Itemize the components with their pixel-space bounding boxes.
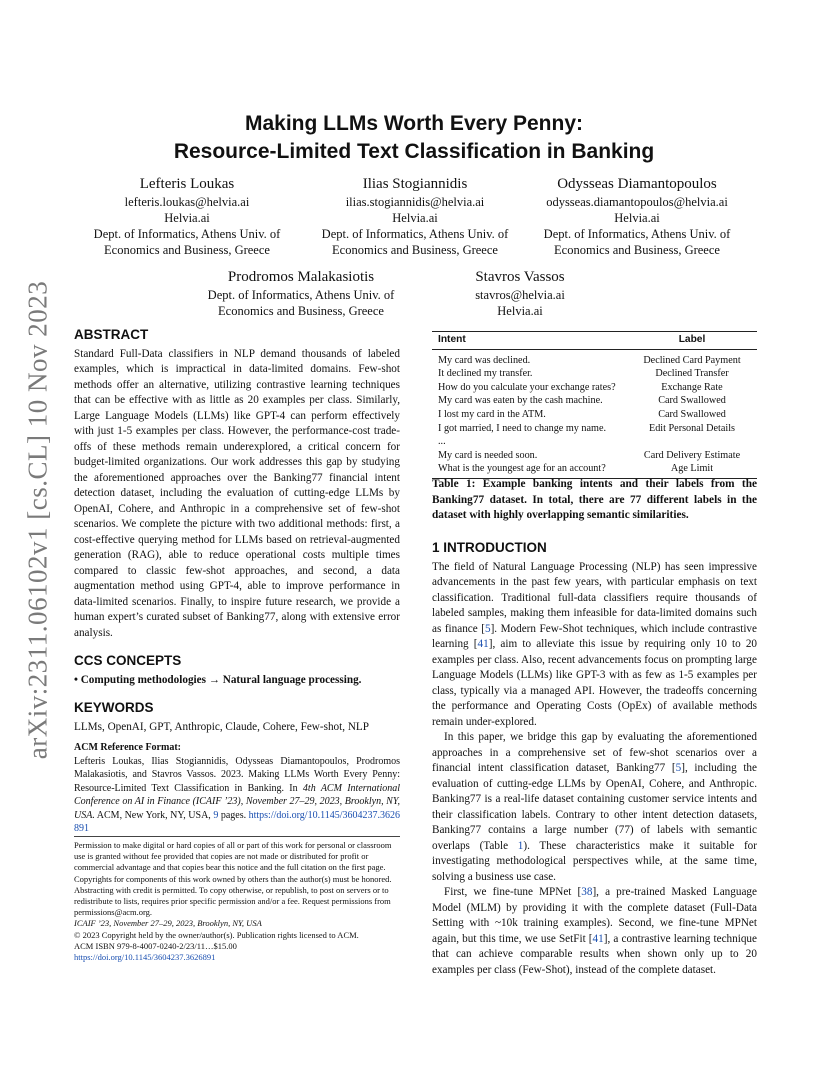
citation-link[interactable]: 5 [484, 622, 491, 635]
author-affiliation: Helvia.ai [164, 211, 210, 225]
header-intent: Intent [438, 334, 466, 345]
acm-reference-text: Lefteris Loukas, Ilias Stogiannidis, Odysseas Diamantopoulos, Prodromos Malakasiotis, and Stavros Vassos. 2023. Making LLMs Worth Every Penny: Resource-Limited Text Classification in Banking. In [74, 755, 400, 794]
intent-cell: I got married, I need to change my name. [438, 422, 607, 434]
label-cell: Card Delivery Estimate [643, 449, 741, 461]
left-column [74, 327, 400, 836]
header-label: Label [678, 334, 706, 345]
copyright-line: © 2023 Copyright held by the owner/author(s). Publication rights licensed to ACM. [74, 929, 359, 940]
author-name: Odysseas Diamantopoulos [557, 176, 717, 192]
author-email: lefteris.loukas@helvia.ai [124, 195, 250, 209]
acm-reference [74, 741, 400, 836]
doi-link[interactable]: https://doi.org/10.1145/3604237.3626891 [74, 809, 400, 834]
table-caption: Table 1: Example banking intents and their labels from the Banking77 dataset. In total, there are 77 different labels in the dataset with highly overlapping semantic similarities. [432, 478, 757, 521]
intent-cell: ... [438, 436, 446, 448]
conference-line: ICAIF ’23, November 27–29, 2023, Brooklyn, NY, USA [74, 918, 262, 929]
acm-reference-heading: ACM Reference Format: [74, 742, 181, 753]
paper-title [0, 110, 828, 166]
table-row [432, 422, 757, 436]
intent-cell: My card was declined. [438, 354, 531, 366]
author-block [512, 174, 762, 258]
intro-paragraph: First, we fine-tune MPNet [38], a pre-trained Masked Language Model (MLM) by providing it with the complete dataset (Full-Data Setting with ~10k training examples). Second, we fine-tune MPNet again, but this time, we use SetFit [41], a contrastive learning technique that can achieve comparable results when shown only up to 20 examples per class (Few-Shot), instead of the complete dataset. [432, 886, 757, 976]
table-header [432, 331, 757, 350]
author-affiliation: Economics and Business, Greece [554, 243, 720, 257]
citation-link[interactable]: 38 [581, 886, 593, 898]
author-affiliation: Economics and Business, Greece [104, 243, 270, 257]
intent-table [432, 331, 757, 479]
label-cell: Card Swallowed [658, 408, 726, 420]
author-affiliation: Dept. of Informatics, Athens Univ. of [321, 227, 509, 241]
intent-cell: My card was eaten by the cash machine. [438, 395, 603, 407]
acm-reference-text: ACM, New York, NY, USA, [94, 809, 214, 821]
keywords-text: LLMs, OpenAI, GPT, Anthropic, Claude, Cohere, Few-shot, NLP [74, 720, 369, 733]
table-row [432, 354, 757, 368]
table-row [432, 408, 757, 422]
table-row [432, 367, 757, 381]
author-block [62, 174, 312, 258]
ccs-text: • Computing methodologies → Natural language processing. [74, 673, 362, 686]
author-name: Prodromos Malakasiotis [227, 269, 375, 285]
copyright-footnote [74, 836, 400, 963]
isbn-line: ACM ISBN 979-8-4007-0240-2/23/11…$15.00 [74, 940, 237, 951]
author-block [420, 267, 620, 319]
label-cell: Edit Personal Details [648, 422, 735, 434]
introduction-heading: 1 INTRODUCTION [432, 540, 547, 555]
label-cell: Exchange Rate [661, 381, 723, 393]
author-affiliation: Dept. of Informatics, Athens Univ. of [93, 227, 281, 241]
label-cell: Age Limit [670, 463, 714, 475]
author-affiliation: Helvia.ai [497, 304, 543, 318]
intent-cell: My card is needed soon. [438, 449, 538, 461]
abstract-text: Standard Full-Data classifiers in NLP demand thousands of labeled examples, which is impractical in data-limited domains. Few-shot methods offer an alternative, utilizing contrastive learning techniques that can be effective with as little as 20 examples per class. Similarly, Large Language Models (LLMs) like GPT-4 can perform effectively with just 1-5 examples per class. However, the performance-cost trade-offs of these methods remain underexplored, a critical concern for budget-limited organizations. Our work addresses this gap by studying the aforementioned approaches over the Banking77 financial intent detection dataset, including the evaluation of cutting-edge LLMs by OpenAI, Cohere, and Anthropic in a comprehensive set of few-shot scenarios. We complete the picture with two additional methods: first, a cost-effective querying method for LLMs based on retrieval-augmented generation (RAG), able to reduce operational costs multiple times compared to classic few-shot approaches, and second, a data augmentation method using GPT-4, able to improve performance in data-limited scenarios. Finally, to inspire future research, we provide a human expert’s curated subset of Banking77, along with extensive error analysis. [74, 347, 400, 639]
intent-cell: I lost my card in the ATM. [438, 408, 546, 420]
abstract-heading: ABSTRACT [74, 327, 149, 342]
label-cell: Card Swallowed [658, 395, 726, 407]
author-email: odysseas.diamantopoulos@helvia.ai [546, 195, 728, 209]
table-row [432, 381, 757, 395]
intent-cell: It declined my transfer. [438, 368, 533, 380]
permission-text: Permission to make digital or hard copies of all or part of this work for personal or classroom use is granted without fee provided that copies are not made or distributed for profit or commercial advantage and that copies bear this notice and the full citation on the first page. Copyrights for components of this work owned by others than the author(s) must be honored. Abstracting with credit is permitted. To copy otherwise, or republish, to post on servers or to redistribute to lists, requires prior specific permission and/or a fee. Request permissions from permissions@acm.org. [74, 840, 392, 918]
acm-reference-text: pages. [218, 809, 249, 821]
intent-cell: What is the youngest age for an account? [438, 463, 606, 475]
arxiv-identifier: arXiv:2311.06102v1 [cs.CL] 10 Nov 2023 [22, 280, 53, 760]
table-row [432, 449, 757, 463]
label-cell: Declined Card Payment [643, 354, 741, 366]
citation-link[interactable]: 41 [592, 932, 604, 945]
author-affiliation: Economics and Business, Greece [218, 304, 384, 318]
ccs-heading: CCS CONCEPTS [74, 653, 182, 668]
author-block [290, 174, 540, 258]
label-cell [627, 435, 757, 449]
table-body [432, 350, 757, 479]
author-affiliation: Helvia.ai [614, 211, 660, 225]
author-affiliation: Economics and Business, Greece [332, 243, 498, 257]
citation-link[interactable]: 5 [675, 762, 682, 774]
table-ref-link[interactable]: 1 [517, 839, 524, 852]
author-name: Stavros Vassos [475, 269, 565, 285]
table-row [432, 394, 757, 408]
author-name: Ilias Stogiannidis [362, 176, 468, 192]
footnote-doi-link[interactable]: https://doi.org/10.1145/3604237.3626891 [74, 952, 216, 963]
title-line-1: Making LLMs Worth Every Penny: [245, 112, 583, 135]
table-row [432, 435, 757, 449]
author-block [176, 267, 426, 319]
author-affiliation: Dept. of Informatics, Athens Univ. of [207, 288, 395, 302]
intent-cell: How do you calculate your exchange rates? [438, 381, 616, 393]
pages-link[interactable]: 9 [213, 809, 219, 821]
table-row [432, 462, 757, 476]
author-affiliation: Helvia.ai [392, 211, 438, 225]
author-email: stavros@helvia.ai [475, 288, 565, 302]
intro-paragraph: The field of Natural Language Processing (NLP) has seen impressive advancements in the past few years, with particular emphasis on text classification. Traditional full-data classifiers require thousands of labeled samples, making them infeasible for data-limited domains such as finance [5]. Modern Few-Shot techniques, which include contrastive learning [41], aim to alleviate this issue by requiring only 10 to 20 examples per class. Also, recent advancements focus on prompting large Language Models (LLMs) like GPT-3 with as few as 1-5 examples per class, typically via a managed API. However, the tradeoffs concerning the performance and Operating Costs (OpEx) of available methods remain under-explored. [432, 560, 758, 728]
title-line-2: Resource-Limited Text Classification in Banking [173, 140, 655, 163]
author-email: ilias.stogiannidis@helvia.ai [345, 195, 485, 209]
citation-link[interactable]: 41 [477, 638, 489, 650]
acm-reference-venue: 4th ACM International Conference on AI in Finance (ICAIF ’23), November 27–29, 2023, Brooklyn, NY, USA. [74, 782, 400, 821]
arxiv-sidebar [18, 270, 58, 770]
author-affiliation: Dept. of Informatics, Athens Univ. of [543, 227, 731, 241]
intro-paragraph: In this paper, we bridge this gap by evaluating the aforementioned approaches in a comprehensive set of few-shot scenarios over a financial intent classification dataset, Banking77 [5], including the evaluation of cutting-edge LLMs by OpenAI, Cohere, and Anthropic. Banking77 is a real-life dataset containing customer service intents and their classification labels. Contrary to other intent detection datasets, Banking77 contains a large number (77) of labels with semantic overlaps (Table 1). These characteristics make it suitable for investigating methodological perspectives while, at the same time, solving a business use case. [432, 731, 758, 883]
keywords-heading: KEYWORDS [74, 700, 154, 715]
introduction-section [432, 540, 757, 978]
author-name: Lefteris Loukas [139, 176, 235, 192]
label-cell: Declined Transfer [655, 368, 729, 380]
